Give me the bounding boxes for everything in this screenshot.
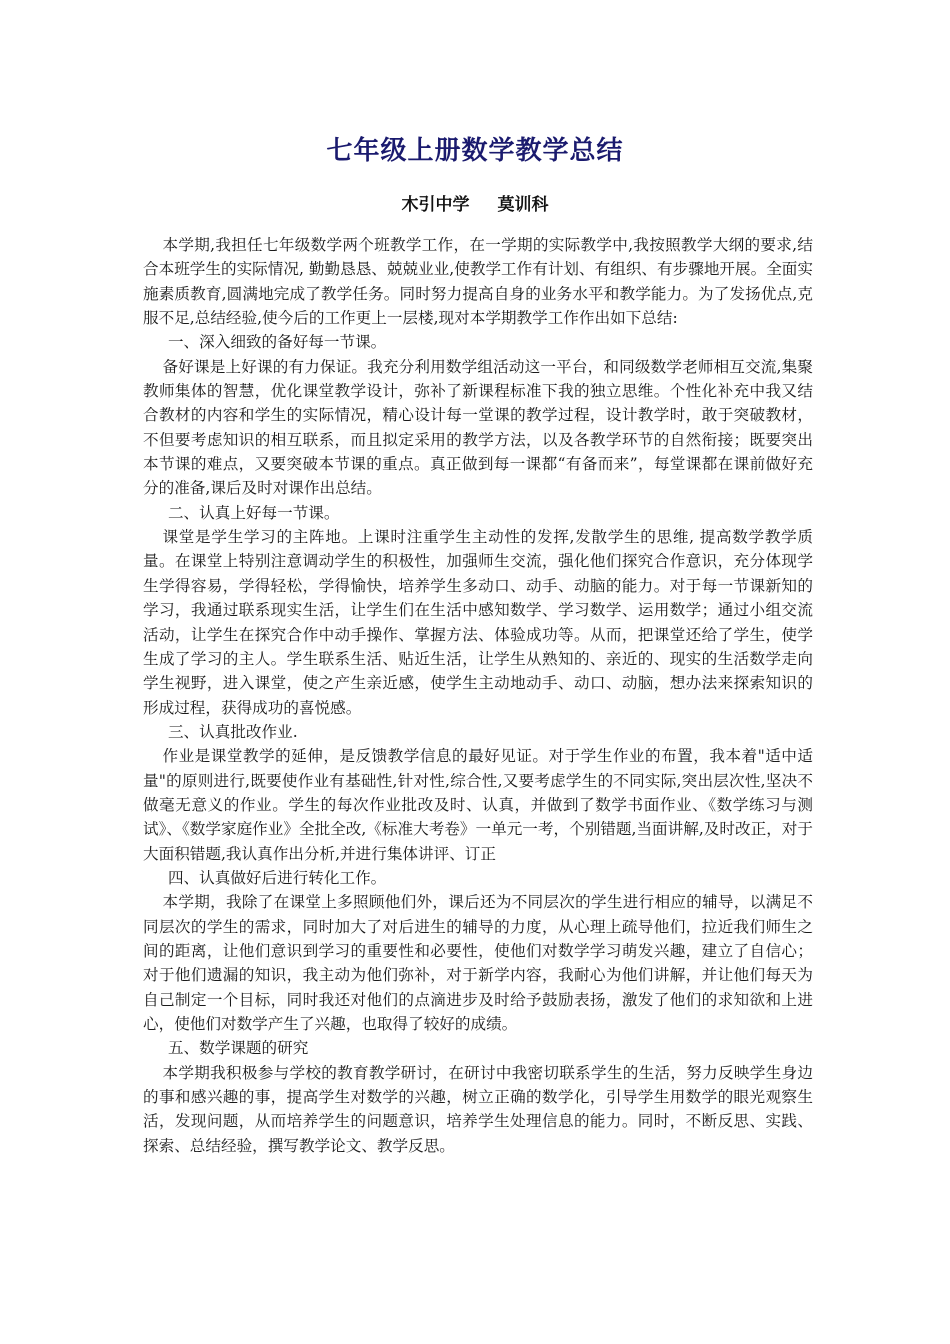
section-heading-5: 五、数学课题的研究 [167, 1039, 309, 1058]
document-title: 七年级上册数学教学总结 [326, 136, 624, 166]
section-heading-3: 三、认真批改作业. [167, 722, 298, 741]
byline [0, 192, 950, 218]
school-name: 木引中学 [401, 195, 470, 215]
section-heading-1: 一、深入细致的备好每一节课。 [167, 333, 387, 352]
document-body [143, 233, 813, 1158]
section-paragraph-1: 备好课是上好课的有力保证。我充分利用数学组活动这一平台，和同级数学老师相互交流,集聚教师集体的智慧，优化课堂教学设计，弥补了新课程标准下我的独立思维。个性化补充中我又结合教材的内容和学生的实际情况，精心设计每一堂课的教学过程，设计教学时，敢于突破教材，不但要考虑知识的相互联系，而且拟定采用的教学方法，以及各教学环节的自然衔接；既要突出本节课的难点，又要突破本节课的重点。真正做到每一课都“有备而来”，每堂课都在课前做好充分的准备,课后及时对课作出总结。 [143, 357, 813, 498]
section-paragraph-5: 本学期我积极参与学校的教育教学研讨，在研讨中我密切联系学生的生活，努力反映学生身边的事和感兴趣的事，提高学生对数学的兴趣，树立正确的数学化，引导学生用数学的眼光观察生活，发现问题，从而培养学生的问题意识，培养学生处理信息的能力。同时，不断反思、实践、探索、总结经验，撰写教学论文、教学反思。 [143, 1063, 813, 1155]
section-paragraph-3: 作业是课堂教学的延伸，是反馈教学信息的最好见证。对于学生作业的布置，我本着"适中适量"的原则进行,既要使作业有基础性,针对性,综合性,又要考虑学生的不同实际,突出层次性,坚决不做毫无意义的作业。学生的每次作业批改及时、认真，并做到了数学书面作业、《数学练习与测试》、《数学家庭作业》全批全改,《标准大考卷》一单元一考，个别错题,当面讲解,及时改正，对于大面积错题,我认真作出分析,并进行集体讲评、订正 [143, 747, 813, 863]
section-paragraph-2: 课堂是学生学习的主阵地。上课时注重学生主动性的发挥,发散学生的思维, 提高数学教学质量。在课堂上特别注意调动学生的积极性，加强师生交流，强化他们探究合作意识，充分体现学生学得容易，学得轻松，学得愉快，培养学生多动口、动手、动脑的能力。对于每一节课新知的学习，我通过联系现实生活，让学生们在生活中感知数学、学习数学、运用数学；通过小组交流活动，让学生在探究合作中动手操作、掌握方法、体验成功等。从而，把课堂还给了学生，使学生成了学习的主人。学生联系生活、贴近生活，让学生从熟知的、亲近的、现实的生活数学走向学生视野，进入课堂，使之产生亲近感，使学生主动地动手、动口、动脑，想办法来探索知识的形成过程，获得成功的喜悦感。 [143, 528, 813, 717]
intro-paragraph: 本学期,我担任七年级数学两个班教学工作，在一学期的实际教学中,我按照教学大纲的要求,结合本班学生的实际情况, 勤勤恳恳、兢兢业业,使教学工作有计划、有组织、有步骤地开展。全面实施素质教育,圆满地完成了教学任务。同时努力提高自身的业务水平和教学能力。为了发扬优点,克服不足,总结经验,使今后的工作更上一层楼,现对本学期教学工作作出如下总结: [143, 236, 813, 328]
section-heading-4: 四、认真做好后进行转化工作。 [167, 868, 387, 887]
section-paragraph-4: 本学期，我除了在课堂上多照顾他们外，课后还为不同层次的学生进行相应的辅导，以满足不同层次的学生的需求，同时加大了对后进生的辅导的力度，从心理上疏导他们，拉近我们师生之间的距离，让他们意识到学习的重要性和必要性，使他们对数学学习萌发兴趣，建立了自信心；对于他们遗漏的知识，我主动为他们弥补，对于新学内容，我耐心为他们讲解，并让他们每天为自己制定一个目标，同时我还对他们的点滴进步及时给予鼓励表扬，激发了他们的求知欲和上进心，使他们对数学产生了兴趣，也取得了较好的成绩。 [143, 893, 813, 1033]
section-heading-2: 二、认真上好每一节课。 [167, 503, 340, 522]
author-name: 莫训科 [497, 195, 549, 215]
